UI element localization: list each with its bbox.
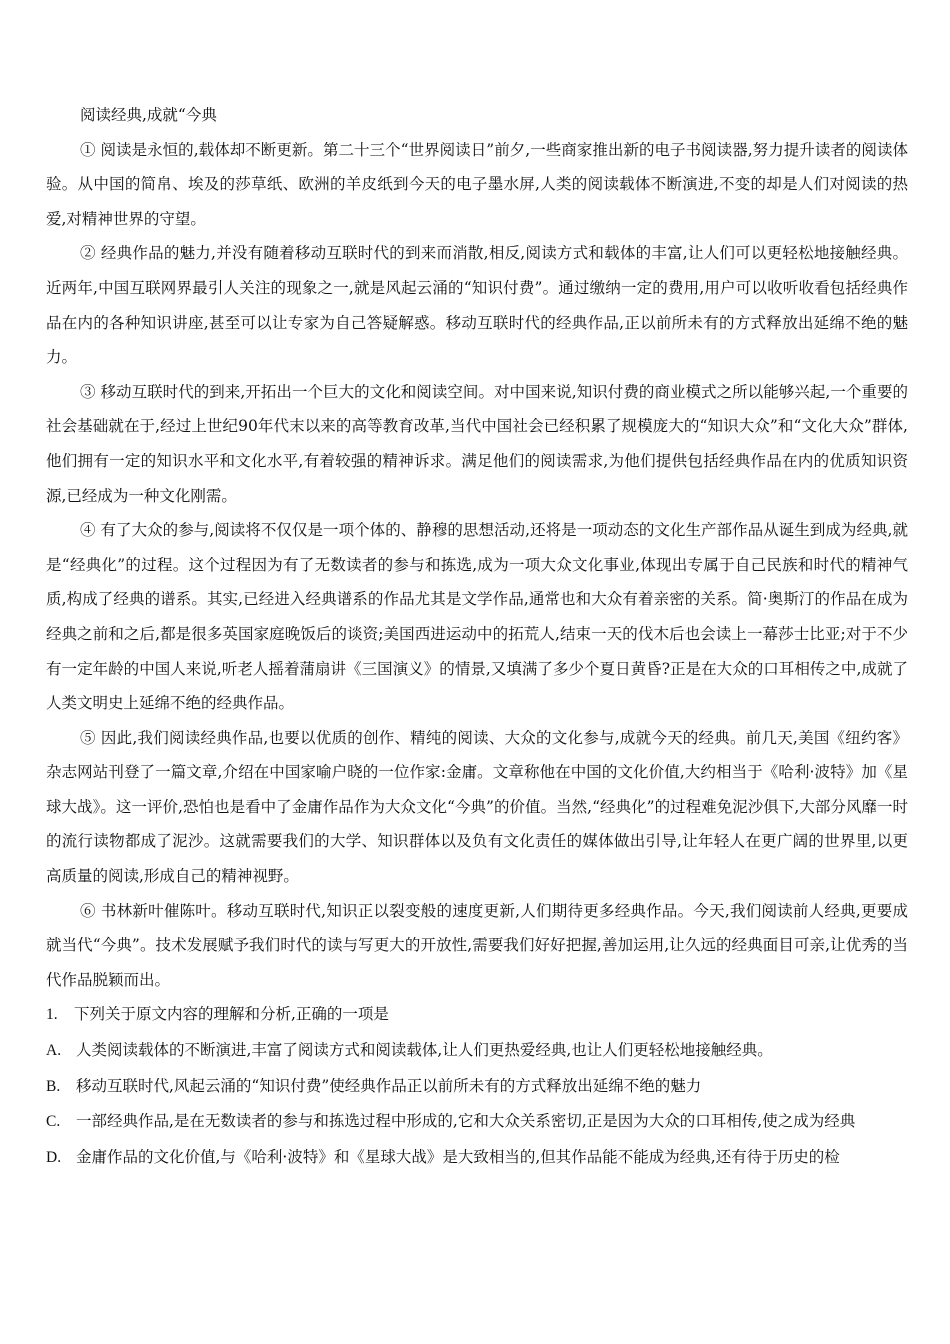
question-stem — [46, 997, 908, 1033]
option-d-letter: D. — [46, 1148, 62, 1166]
document-page — [46, 98, 908, 1175]
question-number: 1. — [46, 1006, 58, 1024]
option-d-text: 金庸作品的文化价值,与《哈利·波特》和《星球大战》是大致相当的,但其作品能不能成为经典,还有待于历史的检 — [76, 1147, 840, 1166]
article-title: 阅读经典,成就“今典 — [80, 106, 217, 124]
option-c-text: 一部经典作品,是在无数读者的参与和拣选过程中形成的,它和大众关系密切,正是因为大众的口耳相传,使之成为经典 — [76, 1112, 856, 1131]
option-b-text: 移动互联时代,风起云涌的“知识付费”使经典作品正以前所未有的方式释放出延绵不绝的魅力 — [76, 1076, 702, 1095]
paragraph-1: ① 阅读是永恒的,载体却不断更新。第二十三个“世界阅读日”前夕,一些商家推出新的电子书阅读器,努力提升读者的阅读体验。从中国的简帛、埃及的莎草纸、欧洲的羊皮纸到今天的电子墨水屏,人类的阅读载体不断演进,不变的却是人们对阅读的热爱,对精神世界的守望。 — [46, 140, 908, 228]
option-c-letter: C. — [46, 1113, 61, 1131]
paragraph-3: ③ 移动互联时代的到来,开拓出一个巨大的文化和阅读空间。对中国来说,知识付费的商业模式之所以能够兴起,一个重要的社会基础就在于,经过上世纪90年代末以来的高等教育改革,当代中国社会已经积累了规模庞大的“知识大众”和“文化大众”群体,他们拥有一定的知识水平和文化水平,有着较强的精神诉求。满足他们的阅读需求,为他们提供包括经典作品在内的优质知识资源,已经成为一种文化刚需。 — [46, 382, 908, 505]
paragraph-2: ② 经典作品的魅力,并没有随着移动互联时代的到来而消散,相反,阅读方式和载体的丰富,让人们可以更轻松地接触经典。近两年,中国互联网界最引人关注的现象之一,就是风起云涌的“知识付费”。通过缴纳一定的费用,用户可以收听收看包括经典作品在内的各种知识讲座,甚至可以让专家为自己答疑解惑。移动互联时代的经典作品,正以前所未有的方式释放出延绵不绝的魅力。 — [46, 244, 908, 367]
question-text: 下列关于原文内容的理解和分析,正确的一项是 — [74, 1005, 389, 1024]
option-b — [46, 1069, 908, 1105]
option-a-letter: A. — [46, 1042, 62, 1060]
option-a-text: 人类阅读载体的不断演进,丰富了阅读方式和阅读载体,让人们更热爱经典,也让人们更轻松地接触经典。 — [76, 1041, 773, 1060]
paragraph-6: ⑥ 书林新叶催陈叶。移动互联时代,知识正以裂变般的速度更新,人们期待更多经典作品。今天,我们阅读前人经典,更要成就当代“今典”。技术发展赋予我们时代的读与写更大的开放性,需要我们好好把握,善加运用,让久远的经典面目可亲,让优秀的当代作品脱颖而出。 — [46, 901, 908, 989]
paragraph-5: ⑤ 因此,我们阅读经典作品,也要以优质的创作、精纯的阅读、大众的文化参与,成就今天的经典。前几天,美国《纽约客》杂志网站刊登了一篇文章,介绍在中国家喻户晓的一位作家:金庸。文章称他在中国的文化价值,大约相当于《哈利·波特》加《星球大战》。这一评价,恐怕也是看中了金庸作品作为大众文化“今典”的价值。当然,“经典化”的过程难免泥沙俱下,大部分风靡一时的流行读物都成了泥沙。这就需要我们的大学、知识群体以及负有文化责任的媒体做出引导,让年轻人在更广阔的世界里,以更高质量的阅读,形成自己的精神视野。 — [46, 728, 908, 886]
option-d — [46, 1140, 908, 1176]
option-a — [46, 1033, 908, 1069]
option-b-letter: B. — [46, 1077, 61, 1095]
paragraph-4: ④ 有了大众的参与,阅读将不仅仅是一项个体的、静穆的思想活动,还将是一项动态的文化生产部作品从诞生到成为经典,就是“经典化”的过程。这个过程因为有了无数读者的参与和拣选,成为一项大众文化事业,体现出专属于自己民族和时代的精神气质,构成了经典的谱系。其实,已经进入经典谱系的作品尤其是文学作品,通常也和大众有着亲密的关系。简·奥斯汀的作品在成为经典之前和之后,都是很多英国家庭晚饭后的谈资;美国西进运动中的拓荒人,结束一天的伐木后也会读上一幕莎士比亚;对于不少有一定年龄的中国人来说,听老人摇着蒲扇讲《三国演义》的情景,又填满了多少个夏日黄昏?正是在大众的口耳相传之中,成就了人类文明史上延绵不绝的经典作品。 — [46, 521, 908, 713]
option-c — [46, 1104, 908, 1140]
